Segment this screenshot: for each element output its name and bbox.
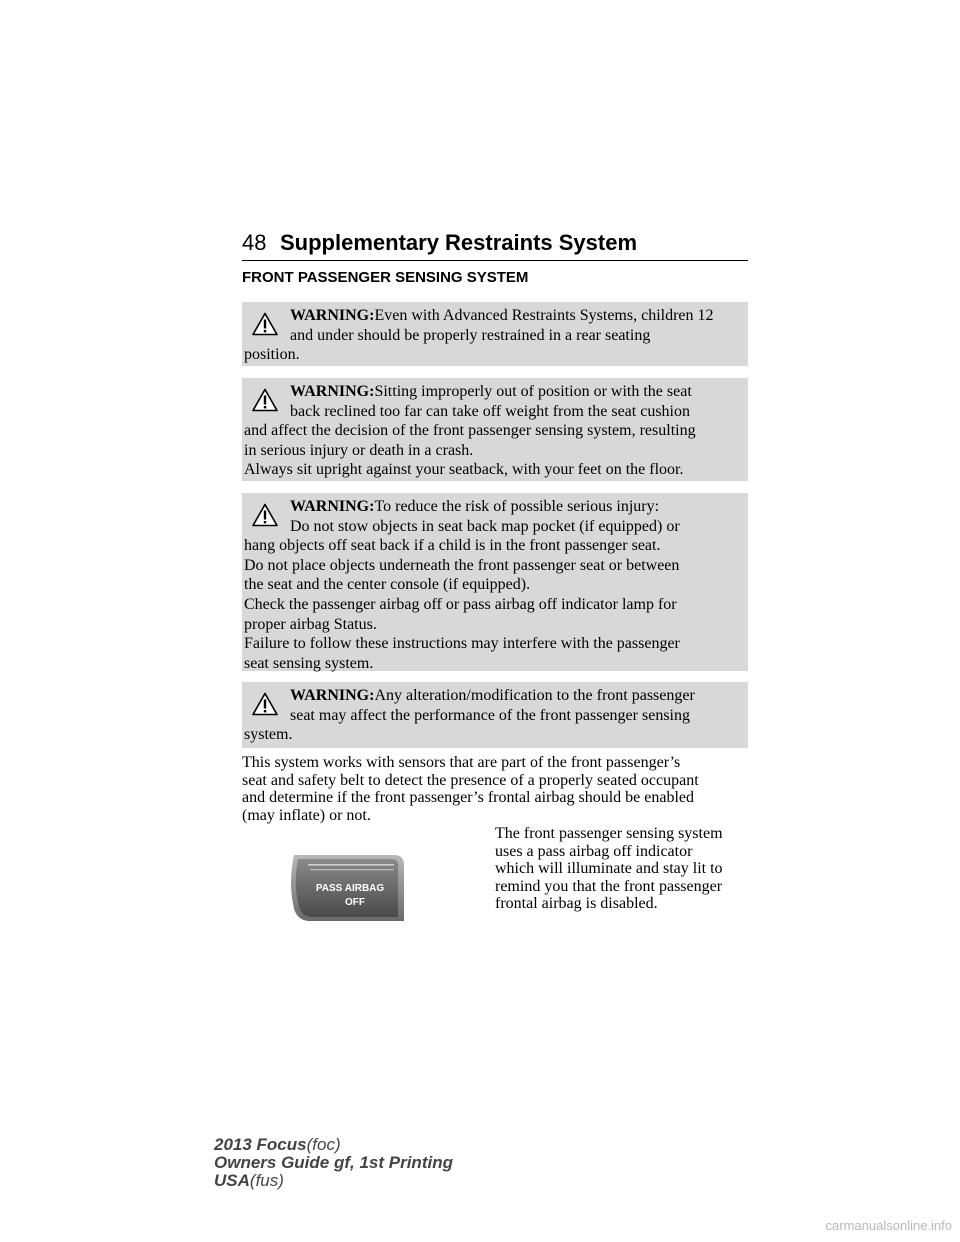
warning-line: proper airbag Status. bbox=[244, 615, 377, 633]
warning-line: and under should be properly restrained in a rear seating bbox=[290, 326, 651, 344]
warning-box-3 bbox=[242, 493, 748, 671]
warning-line: Always sit upright against your seatback, with your feet on the floor. bbox=[244, 461, 684, 479]
warning-label: WARNING: bbox=[290, 307, 375, 324]
warning-label: WARNING: bbox=[290, 383, 375, 400]
indicator-line: The front passenger sensing system bbox=[495, 825, 723, 842]
warning-line: Any alteration/modification to the front passenger bbox=[374, 687, 695, 704]
warning-line: and affect the decision of the front passenger sensing system, resulting bbox=[244, 422, 696, 440]
indicator-paragraph bbox=[495, 825, 755, 913]
indicator-line: uses a pass airbag off indicator bbox=[495, 842, 693, 860]
warning-triangle-icon bbox=[252, 312, 278, 336]
page-number: 48 bbox=[242, 230, 267, 255]
warning-line: in serious injury or death in a crash. bbox=[244, 441, 474, 459]
body-line: and determine if the front passenger’s frontal airbag should be enabled bbox=[242, 789, 694, 806]
warning-line: seat sensing system. bbox=[244, 654, 374, 672]
warning-triangle-icon bbox=[252, 692, 278, 716]
indicator-line: remind you that the front passenger bbox=[495, 877, 723, 895]
pass-airbag-off-indicator-illustration bbox=[288, 853, 406, 923]
warning-line: position. bbox=[244, 346, 300, 364]
warning-line: Even with Advanced Restraints Systems, children 12 bbox=[374, 307, 714, 324]
chapter-title: Supplementary Restraints System bbox=[280, 230, 638, 255]
warning-line: To reduce the risk of possible serious injury: bbox=[374, 498, 660, 515]
warning-line: Check the passenger airbag off or pass airbag off indicator lamp for bbox=[244, 595, 677, 613]
footer-guide: Owners Guide gf, 1st Printing bbox=[214, 1153, 453, 1172]
warning-box-2 bbox=[242, 378, 748, 481]
footer-model: 2013 Focus bbox=[214, 1135, 307, 1154]
warning-label: WARNING: bbox=[290, 687, 375, 704]
pass-airbag-off-indicator-icon bbox=[288, 853, 406, 923]
warning-box-1 bbox=[242, 302, 748, 366]
page-header bbox=[242, 230, 748, 261]
footer-market-code: (fus) bbox=[249, 1171, 284, 1190]
warning-label: WARNING: bbox=[290, 498, 375, 515]
body-line: seat and safety belt to detect the presence of a properly seated occupant bbox=[242, 771, 699, 789]
warning-triangle-icon bbox=[252, 388, 278, 412]
footer-model-code: (foc) bbox=[306, 1135, 341, 1154]
indicator-label-line1: PASS AIRBAG bbox=[315, 883, 385, 894]
indicator-line: frontal airbag is disabled. bbox=[495, 895, 658, 912]
indicator-line: which will illuminate and stay lit to bbox=[495, 860, 723, 877]
watermark: carmanualsonline.info bbox=[825, 1218, 952, 1233]
warning-line: Sitting improperly out of position or with the seat bbox=[374, 383, 692, 400]
warning-box-4 bbox=[242, 682, 748, 748]
warning-line: the seat and the center console (if equipped). bbox=[244, 576, 531, 594]
warning-line: back reclined too far can take off weight from the seat cushion bbox=[290, 402, 690, 420]
warning-line: Failure to follow these instructions may interfere with the passenger bbox=[244, 635, 680, 653]
warning-line: seat may affect the performance of the front passenger sensing bbox=[290, 706, 690, 724]
indicator-label-line2: OFF bbox=[345, 897, 365, 908]
warning-line: Do not place objects underneath the front passenger seat or between bbox=[244, 556, 680, 574]
footer-market: USA bbox=[214, 1171, 250, 1190]
warning-line: hang objects off seat back if a child is in the front passenger seat. bbox=[244, 537, 661, 555]
body-line: (may inflate) or not. bbox=[242, 806, 371, 824]
warning-line: Do not stow objects in seat back map pocket (if equipped) or bbox=[290, 517, 680, 535]
page-footer bbox=[214, 1136, 453, 1190]
warning-line: system. bbox=[244, 726, 293, 744]
section-heading: FRONT PASSENGER SENSING SYSTEM bbox=[242, 269, 529, 286]
body-paragraph bbox=[242, 754, 752, 824]
warning-triangle-icon bbox=[252, 503, 278, 527]
body-line: This system works with sensors that are part of the front passenger’s bbox=[242, 754, 681, 771]
